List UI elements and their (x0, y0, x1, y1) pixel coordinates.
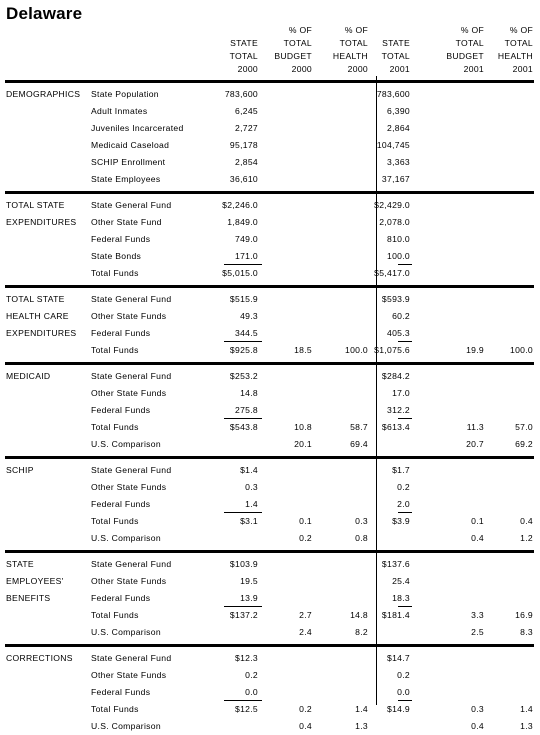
table-row (0, 171, 540, 188)
cell-state-total-2000: $2,246.0 (222, 200, 258, 210)
cell-state-total-2001: $137.6 (381, 559, 410, 569)
row-label: Federal Funds (91, 328, 151, 338)
cell-pct-health-2000: 14.8 (350, 610, 368, 620)
cell-pct-budget-2001: 0.4 (471, 721, 484, 731)
cell-pct-budget-2001: 0.4 (471, 533, 484, 543)
cell-state-total-2000: 2,854 (234, 157, 258, 167)
table-row (0, 573, 540, 590)
row-label: State General Fund (91, 371, 172, 381)
cell-state-total-2001: 0.0 (397, 687, 410, 697)
cell-state-total-2001: 2,864 (386, 123, 410, 133)
row-label: State Bonds (91, 251, 142, 261)
cell-state-total-2001: 100.0 (386, 251, 410, 261)
table-row (0, 607, 540, 624)
cell-state-total-2000: 749.0 (234, 234, 258, 244)
cell-state-total-2001: 37,167 (381, 174, 410, 184)
row-label: Other State Funds (91, 670, 167, 680)
cell-state-total-2000: 1.4 (245, 499, 258, 509)
cell-pct-health-2000: 100.0 (344, 345, 368, 355)
cell-pct-health-2001: 1.4 (520, 704, 533, 714)
cell-state-total-2000: $103.9 (229, 559, 258, 569)
section-rule (5, 80, 534, 83)
cell-pct-health-2001: 57.0 (515, 422, 533, 432)
cell-pct-health-2001: 1.3 (520, 721, 533, 731)
section-title: TOTAL STATE (6, 294, 65, 304)
cell-pct-health-2000: 0.8 (355, 533, 368, 543)
section-title: BENEFITS (6, 593, 51, 603)
cell-state-total-2000: $137.2 (229, 610, 258, 620)
table-row (0, 624, 540, 641)
table-row (0, 325, 540, 342)
cell-state-total-2000: 49.3 (240, 311, 258, 321)
cell-pct-health-2000: 1.3 (355, 721, 368, 731)
row-label: Medicaid Caseload (91, 140, 170, 150)
row-label: Total Funds (91, 268, 139, 278)
cell-state-total-2001: 18.3 (392, 593, 410, 603)
cell-pct-budget-2000: 18.5 (294, 345, 312, 355)
cell-state-total-2001: $14.7 (386, 653, 410, 663)
table-row (0, 197, 540, 214)
row-label: Total Funds (91, 516, 139, 526)
header-line: BUDGET (446, 51, 484, 61)
cell-state-total-2000: 0.2 (245, 670, 258, 680)
header-line: TOTAL (381, 51, 410, 61)
cell-pct-budget-2000: 0.1 (299, 516, 312, 526)
cell-state-total-2001: $284.2 (381, 371, 410, 381)
row-label: State General Fund (91, 200, 172, 210)
header-line: 2001 (463, 64, 484, 74)
cell-state-total-2000: 1,849.0 (227, 217, 258, 227)
cell-pct-budget-2000: 0.2 (299, 533, 312, 543)
cell-state-total-2000: 171.0 (234, 251, 258, 261)
cell-state-total-2001: 3,363 (386, 157, 410, 167)
table-row (0, 342, 540, 359)
table-row (0, 120, 540, 137)
cell-state-total-2000: $12.5 (234, 704, 258, 714)
cell-state-total-2001: 810.0 (386, 234, 410, 244)
row-label: U.S. Comparison (91, 627, 161, 637)
table-row (0, 530, 540, 547)
table-row (0, 513, 540, 530)
table-row (0, 265, 540, 282)
header-line: % OF (344, 25, 368, 35)
header-line: TOTAL (283, 38, 312, 48)
row-label: State General Fund (91, 294, 172, 304)
section-rule (5, 285, 534, 288)
section-rule (5, 362, 534, 365)
cell-pct-health-2000: 69.4 (350, 439, 368, 449)
cell-pct-budget-2001: 3.3 (471, 610, 484, 620)
row-label: Total Funds (91, 610, 139, 620)
cell-state-total-2001: 312.2 (386, 405, 410, 415)
section-title: EMPLOYEES' (6, 576, 64, 586)
row-label: Other State Funds (91, 388, 167, 398)
table-row (0, 103, 540, 120)
cell-pct-budget-2001: 2.5 (471, 627, 484, 637)
cell-state-total-2000: $543.8 (229, 422, 258, 432)
table-row (0, 385, 540, 402)
cell-state-total-2000: 6,245 (234, 106, 258, 116)
cell-pct-health-2000: 0.3 (355, 516, 368, 526)
cell-pct-budget-2001: 0.1 (471, 516, 484, 526)
row-label: Other State Funds (91, 482, 167, 492)
cell-pct-health-2000: 58.7 (350, 422, 368, 432)
row-label: Federal Funds (91, 234, 151, 244)
cell-state-total-2000: 344.5 (234, 328, 258, 338)
section-title: TOTAL STATE (6, 200, 65, 210)
cell-state-total-2000: 0.0 (245, 687, 258, 697)
row-label: U.S. Comparison (91, 721, 161, 731)
cell-state-total-2000: 783,600 (224, 89, 258, 99)
table-row (0, 154, 540, 171)
header-line: TOTAL (339, 38, 368, 48)
section-title: STATE (6, 559, 34, 569)
row-label: Total Funds (91, 422, 139, 432)
header-line: 2000 (347, 64, 368, 74)
page-title: Delaware (6, 4, 83, 23)
header-line: 2001 (512, 64, 533, 74)
cell-state-total-2000: $253.2 (229, 371, 258, 381)
header-line: 2001 (389, 64, 410, 74)
cell-state-total-2000: 275.8 (234, 405, 258, 415)
cell-state-total-2001: $5,417.0 (374, 268, 410, 278)
section-rule (5, 550, 534, 553)
cell-state-total-2000: $1.4 (240, 465, 258, 475)
cell-pct-budget-2001: 19.9 (466, 345, 484, 355)
cell-state-total-2001: 25.4 (392, 576, 410, 586)
header-line: TOTAL (229, 51, 258, 61)
table-row (0, 590, 540, 607)
table-row (0, 419, 540, 436)
row-label: Other State Funds (91, 311, 167, 321)
table-row (0, 462, 540, 479)
cell-pct-budget-2001: 20.7 (466, 439, 484, 449)
cell-state-total-2001: 104,745 (376, 140, 410, 150)
row-label: State Employees (91, 174, 161, 184)
table-row (0, 291, 540, 308)
table-row (0, 650, 540, 667)
row-label: Adult Inmates (91, 106, 148, 116)
cell-state-total-2001: 783,600 (376, 89, 410, 99)
cell-state-total-2000: 2,727 (234, 123, 258, 133)
table-row (0, 86, 540, 103)
row-label: State General Fund (91, 653, 172, 663)
cell-state-total-2001: 60.2 (392, 311, 410, 321)
cell-pct-health-2001: 0.4 (520, 516, 533, 526)
section-title: HEALTH CARE (6, 311, 69, 321)
cell-state-total-2000: $3.1 (240, 516, 258, 526)
cell-pct-budget-2000: 20.1 (294, 439, 312, 449)
table-row (0, 556, 540, 573)
cell-state-total-2000: 13.9 (240, 593, 258, 603)
cell-pct-budget-2001: 11.3 (466, 422, 484, 432)
cell-state-total-2000: $515.9 (229, 294, 258, 304)
section-title: MEDICAID (6, 371, 51, 381)
cell-state-total-2001: 2.0 (397, 499, 410, 509)
cell-state-total-2001: 2,078.0 (379, 217, 410, 227)
cell-pct-budget-2001: 0.3 (471, 704, 484, 714)
section-rule (5, 191, 534, 194)
row-label: Federal Funds (91, 593, 151, 603)
cell-state-total-2000: 0.3 (245, 482, 258, 492)
table-row (0, 137, 540, 154)
table-row (0, 214, 540, 231)
section-title: DEMOGRAPHICS (6, 89, 81, 99)
table-row (0, 496, 540, 513)
header-line: HEALTH (497, 51, 533, 61)
cell-state-total-2001: $181.4 (381, 610, 410, 620)
header-line: HEALTH (332, 51, 368, 61)
row-label: Other State Fund (91, 217, 162, 227)
row-label: Federal Funds (91, 499, 151, 509)
cell-state-total-2001: $2,429.0 (374, 200, 410, 210)
table-row (0, 701, 540, 718)
cell-state-total-2001: 0.2 (397, 670, 410, 680)
row-label: U.S. Comparison (91, 439, 161, 449)
section-title: EXPENDITURES (6, 217, 77, 227)
cell-pct-budget-2000: 0.2 (299, 704, 312, 714)
table-row (0, 231, 540, 248)
cell-pct-health-2001: 69.2 (515, 439, 533, 449)
table-row (0, 684, 540, 701)
header-line: STATE (382, 38, 410, 48)
row-label: Juveniles Incarcerated (91, 123, 184, 133)
header-line: BUDGET (274, 51, 312, 61)
cell-state-total-2001: $1,075.6 (374, 345, 410, 355)
row-label: U.S. Comparison (91, 533, 161, 543)
cell-state-total-2001: $593.9 (381, 294, 410, 304)
cell-state-total-2000: 19.5 (240, 576, 258, 586)
cell-state-total-2000: $925.8 (229, 345, 258, 355)
cell-state-total-2001: $3.9 (392, 516, 410, 526)
row-label: Federal Funds (91, 687, 151, 697)
row-label: State General Fund (91, 559, 172, 569)
cell-state-total-2001: $14.9 (386, 704, 410, 714)
cell-pct-budget-2000: 2.4 (299, 627, 312, 637)
cell-pct-health-2000: 8.2 (355, 627, 368, 637)
row-label: Federal Funds (91, 405, 151, 415)
row-label: State General Fund (91, 465, 172, 475)
section-rule (5, 456, 534, 459)
row-label: Total Funds (91, 345, 139, 355)
cell-state-total-2001: 17.0 (392, 388, 410, 398)
cell-pct-health-2001: 1.2 (520, 533, 533, 543)
header-line: % OF (460, 25, 484, 35)
cell-state-total-2000: 95,178 (229, 140, 258, 150)
cell-state-total-2001: 6,390 (386, 106, 410, 116)
cell-state-total-2000: 36,610 (229, 174, 258, 184)
table-row (0, 402, 540, 419)
row-label: Other State Funds (91, 576, 167, 586)
header-line: % OF (288, 25, 312, 35)
table-row (0, 308, 540, 325)
header-line: 2000 (237, 64, 258, 74)
cell-state-total-2000: $5,015.0 (222, 268, 258, 278)
header-line: TOTAL (504, 38, 533, 48)
row-label: SCHIP Enrollment (91, 157, 166, 167)
row-label: Total Funds (91, 704, 139, 714)
cell-pct-budget-2000: 10.8 (294, 422, 312, 432)
cell-state-total-2001: 0.2 (397, 482, 410, 492)
header-line: 2000 (291, 64, 312, 74)
cell-pct-health-2001: 100.0 (509, 345, 533, 355)
cell-pct-health-2001: 16.9 (515, 610, 533, 620)
section-title: CORRECTIONS (6, 653, 73, 663)
section-title: SCHIP (6, 465, 34, 475)
cell-pct-budget-2000: 2.7 (299, 610, 312, 620)
cell-state-total-2001: $1.7 (392, 465, 410, 475)
table-row (0, 718, 540, 735)
header-line: % OF (509, 25, 533, 35)
table-row (0, 667, 540, 684)
cell-state-total-2000: 14.8 (240, 388, 258, 398)
cell-state-total-2001: 405.3 (386, 328, 410, 338)
table-row (0, 368, 540, 385)
header-line: TOTAL (455, 38, 484, 48)
cell-pct-budget-2000: 0.4 (299, 721, 312, 731)
table-row (0, 248, 540, 265)
cell-pct-health-2001: 8.3 (520, 627, 533, 637)
header-line: STATE (230, 38, 258, 48)
cell-state-total-2001: $613.4 (381, 422, 410, 432)
table-row (0, 479, 540, 496)
cell-state-total-2000: $12.3 (234, 653, 258, 663)
table-row (0, 436, 540, 453)
row-label: State Population (91, 89, 159, 99)
section-rule (5, 644, 534, 647)
cell-pct-health-2000: 1.4 (355, 704, 368, 714)
section-title: EXPENDITURES (6, 328, 77, 338)
